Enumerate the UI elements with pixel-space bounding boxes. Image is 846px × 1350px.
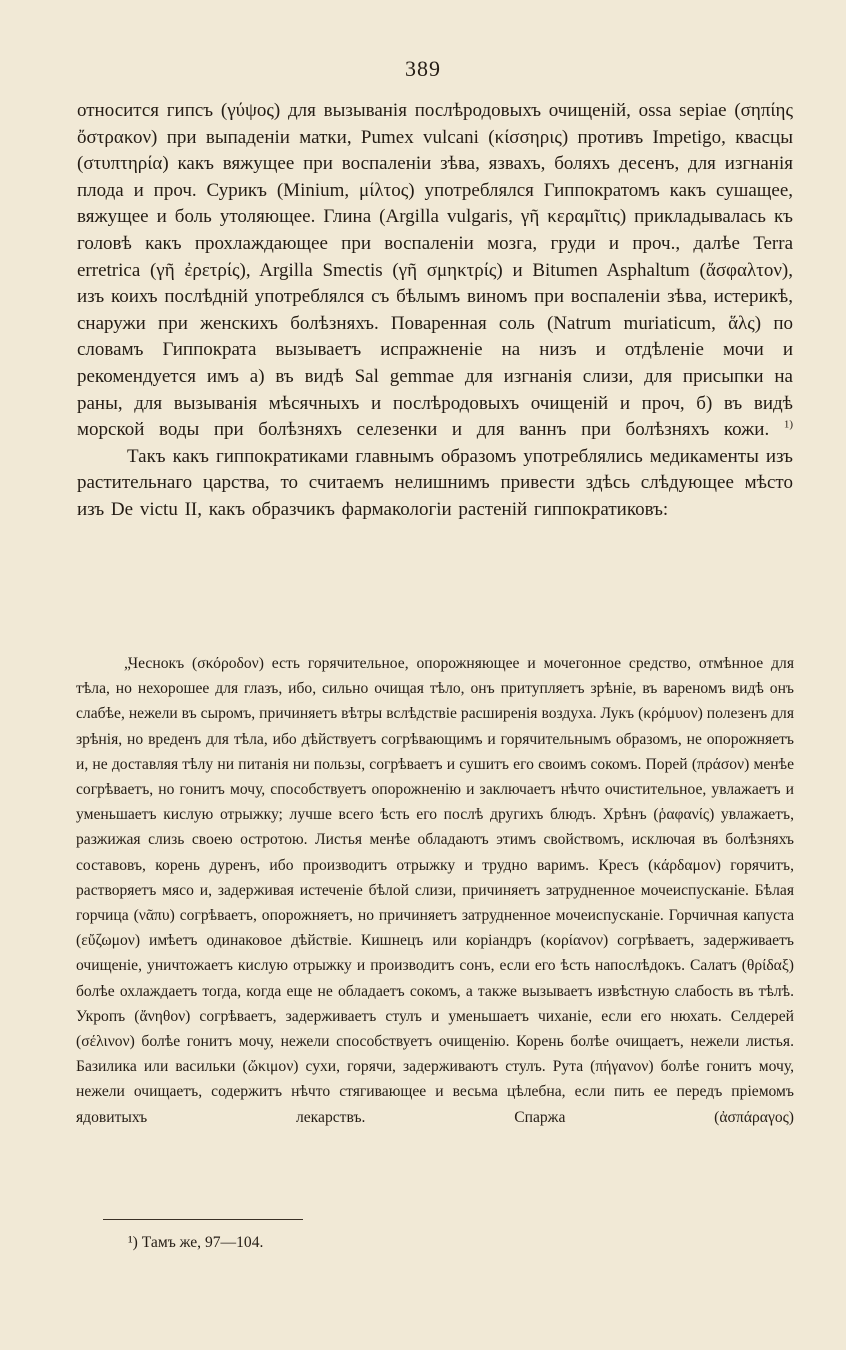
quotation-block	[76, 651, 794, 1130]
paragraph-plants-intro: Такъ какъ гиппократиками главнымъ образомъ употреблялись медикаменты изъ растительнаго царства, то считаемъ нелишнимъ привести здѣсь слѣдующее мѣсто изъ De victu II, какъ образчикъ фармакологіи растеній гиппократиковъ:	[77, 445, 793, 520]
footnote-reference: 1)	[783, 418, 793, 431]
paragraph-minerals-text: относится гипсъ (γύψος) для вызыванія послѣродовыхъ очищеній, ossa sepiae (σηπίης ὄστρακον) при выпаденіи матки, Pumex vulcani (κίσσηρις) противъ Impetigo, квасцы (στυπτηρία) какъ вяжущее при воспаленіи зѣва, язвахъ, боляхъ десенъ, для изгнанія плода и проч. Сурикъ (Minium, μίλτος) употреблялся Гиппократомъ какъ сушащее, вяжущее и боль утоляющее. Глина (Argilla vulgaris, γῆ κεραμῖτις) прикладывалась къ головѣ какъ прохлаждающее при воспаленіи мозга, груди и проч., далѣе Terra erretrica (γῆ ἐρετρίς), Argilla Smectis (γῆ σμηκτρίς) и Bitumen Asphaltum (ἄσφαλτον), изъ коихъ послѣдній употреблялся съ бѣлымъ виномъ при воспаленіи зѣва, истерикѣ, снаружи при женскихъ болѣзняхъ. Поваренная соль (Natrum muriaticum, ἅλς) по словамъ Гиппократа вызываетъ испражненіе на низъ и отдѣленіе мочи и рекомендуется имъ а) въ видѣ Sal gemmae для изгнанія слизи, для присыпки на раны, для вызыванія мѣсячныхъ и послѣродовыхъ очищеній и проч, б) въ видѣ морской воды при болѣзняхъ селезенки и для ваннъ при болѣзняхъ кожи.	[77, 100, 793, 441]
main-text	[77, 98, 793, 524]
paragraph-minerals	[77, 98, 793, 444]
quotation-text: „Чеснокъ (σκόροδον) есть горячительное, опорожняющее и мочегонное средство, отмѣнное для тѣла, но нехорошее для глазъ, ибо, сильно очищая тѣло, онъ притупляетъ зрѣніе, въ вареномъ видѣ онъ слабѣе, нежели въ сыромъ, причиняетъ вѣтры вслѣдствіе расширенія воздуха. Лукъ (κρόμυον) полезенъ для зрѣнія, но вреденъ для тѣла, ибо дѣйствуетъ согрѣвающимъ и горячительнымъ образомъ, не опорожняетъ и, не доставляя тѣлу ни питанія ни пользы, согрѣваетъ и сушитъ его своимъ сокомъ. Порей (πράσον) менѣе согрѣваетъ, но гонитъ мочу, способствуетъ опорожненію и заключаетъ нѣчто очистительное, увлажаетъ и уменьшаетъ кислую отрыжку; лучше всего ѣсть его послѣ другихъ блюдъ. Хрѣнъ (ῥαφανίς) увлажаетъ, разжижая слизь своею остротою. Листья менѣе обладаютъ этимъ свойствомъ, исключая въ болѣзняхъ составовъ, корень дуренъ, ибо производитъ отрыжку и трудно варимъ. Кресъ (κάρδαμον) горячитъ, растворяетъ мясо и, задерживая истеченіе бѣлой слизи, причиняетъ затрудненное мочеиспусканіе. Бѣлая горчица (νᾶπυ) согрѣваетъ, опорожняетъ, но причиняетъ затрудненное мочеиспусканіе. Горчичная капуста (εὔζωμον) имѣетъ одинаковое дѣйствіе. Кишнецъ или коріандръ (κορίανον) согрѣваетъ, задерживаетъ очищеніе, уничтожаетъ кислую отрыжку и производитъ сонъ, если его ѣсть напослѣдокъ. Салатъ (θρίδαξ) болѣе охлаждаетъ тогда, когда еще не обладаетъ сокомъ, а также вызываетъ извѣстную слабость въ тѣлѣ. Укропъ (ἄνηθον) согрѣваетъ, задерживаетъ стулъ и уменьшаетъ чиханіе, если его нюхать. Селдерей (σέλινον) болѣе гонитъ мочу, нежели способствуетъ очищенію. Корень болѣе очищаетъ, нежели листья. Базилика или васильки (ὤκιμον) сухи, горячи, задерживаютъ стулъ. Рута (πήγανον) болѣе гонитъ мочу, нежели очищаетъ, содержитъ нѣчто стягивающее и весьма цѣлебна, если пить ее передъ пріемомъ ядовитыхъ лекарствъ. Спаржа (ἀσπάραγος)	[76, 655, 794, 1126]
footnote-divider	[103, 1219, 303, 1220]
footnote: ¹) Тамъ же, 97—104.	[128, 1234, 264, 1251]
page-number: 389	[405, 56, 441, 81]
